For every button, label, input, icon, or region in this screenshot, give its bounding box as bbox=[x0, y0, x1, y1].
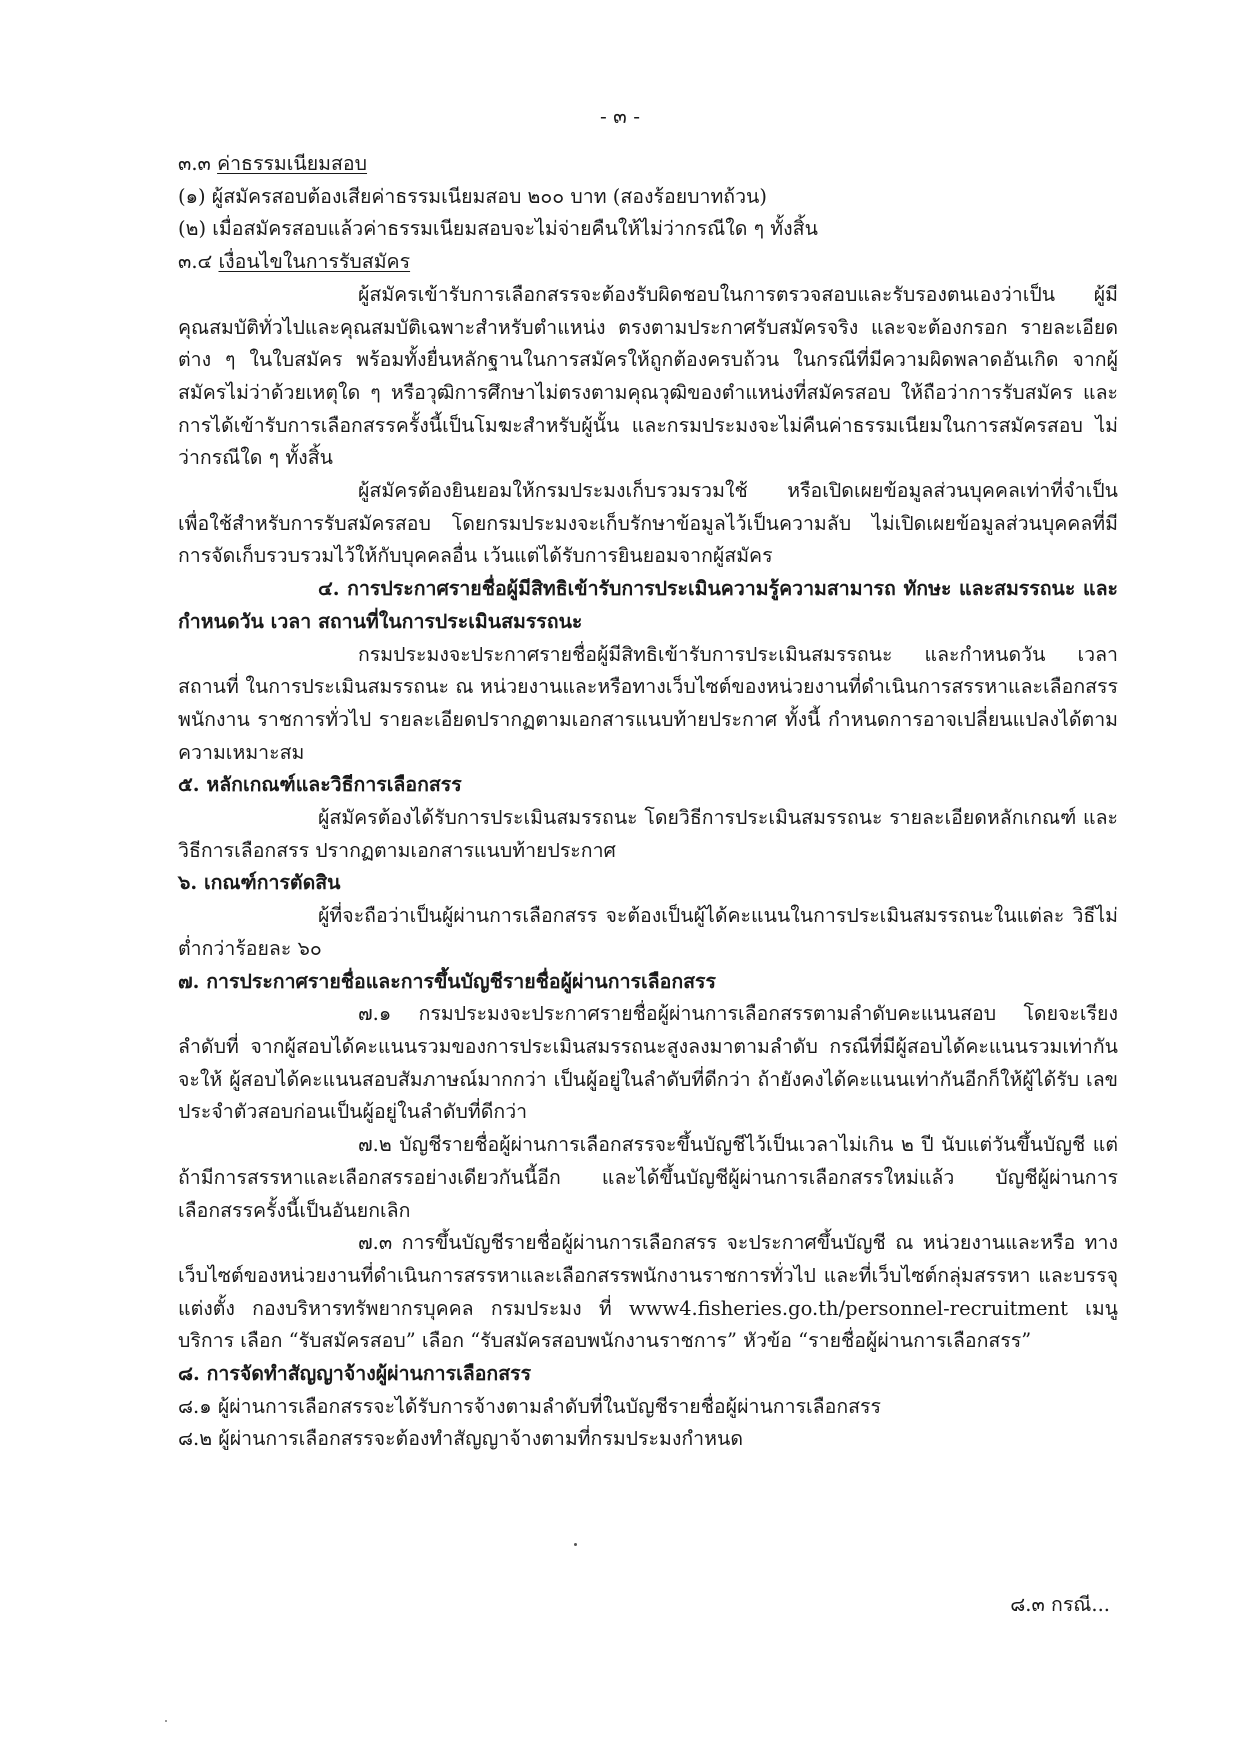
section-4-heading: ๔. การประกาศรายชื่อผู้มีสิทธิเข้ารับการประเมินความรู้ความสามารถ ทักษะ และสมรรถนะ และกำหนดวัน เวลา สถานที่ในการประเมินสมรรถนะ bbox=[178, 577, 1118, 633]
section-number: ๓.๓ bbox=[178, 152, 218, 175]
section-3-3-heading bbox=[178, 148, 1118, 181]
conditions-paragraph-1: ผู้สมัครเข้ารับการเลือกสรรจะต้องรับผิดชอบในการตรวจสอบและรับรองตนเองว่าเป็น ผู้มีคุณสมบัติทั่วไปและคุณสมบัติเฉพาะสำหรับตำแหน่ง ตรงตามประกาศรับสมัครจริง และจะต้องกรอก รายละเอียดต่าง ๆ ในใบสมัคร พร้อมทั้งยื่นหลักฐานในการสมัครให้ถูกต้องครบถ้วน ในกรณีที่มีความผิดพลาดอันเกิด จากผู้สมัครไม่ว่าด้วยเหตุใด ๆ หรือวุฒิการศึกษาไม่ตรงตามคุณวุฒิของตำแหน่งที่สมัครสอบ ให้ถือว่าการรับสมัคร และการได้เข้ารับการเลือกสรรครั้งนี้เป็นโมฆะสำหรับผู้นั้น และกรมประมงจะไม่คืนค่าธรรมเนียมในการสมัครสอบ ไม่ว่ากรณีใด ๆ ทั้งสิ้น bbox=[178, 282, 1118, 470]
section-7-1-paragraph: ๗.๑ กรมประมงจะประกาศรายชื่อผู้ผ่านการเลือกสรรตามลำดับคะแนนสอบ โดยจะเรียงลำดับที่ จากผู้สอบได้คะแนนรวมของการประเมินสมรรถนะสูงลงมาตามลำดับ กรณีที่มีผู้สอบได้คะแนนรวมเท่ากันจะให้ ผู้สอบได้คะแนนสอบสัมภาษณ์มากกว่า เป็นผู้อยู่ในลำดับที่ดีกว่า ถ้ายังคงได้คะแนนเท่ากันอีกก็ให้ผู้ได้รับ เลขประจำตัวสอบก่อนเป็นผู้อยู่ในลำดับที่ดีกว่า bbox=[178, 1002, 1118, 1124]
section-7-heading: ๗. การประกาศรายชื่อและการขึ้นบัญชีรายชื่อผู้ผ่านการเลือกสรร bbox=[178, 969, 716, 993]
continuation-marker: ๘.๓ กรณี... bbox=[1010, 1593, 1110, 1616]
scan-speck-corner bbox=[165, 1720, 167, 1722]
document-body bbox=[178, 148, 1118, 1456]
page-number: - ๓ - bbox=[600, 104, 640, 128]
section-8-heading: ๘. การจัดทำสัญญาจ้างผู้ผ่านการเลือกสรร bbox=[178, 1362, 532, 1386]
section-7-3-paragraph: ๗.๓ การขึ้นบัญชีรายชื่อผู้ผ่านการเลือกสรร จะประกาศขึ้นบัญชี ณ หน่วยงานและหรือ ทางเว็บไซต์ของหน่วยงานที่ดำเนินการสรรหาและเลือกสรรพนักงานราชการทั่วไป และที่เว็บไซต์กลุ่มสรรหา และบรรจุแต่งตั้ง กองบริหารทรัพยากรบุคคล กรมประมง ที่ www4.fisheries.go.th/personnel-recruitment เมนูบริการ เลือก “รับสมัครสอบ” เลือก “รับสมัครสอบพนักงานราชการ” หัวข้อ “รายชื่อผู้ผ่านการเลือกสรร” bbox=[178, 1231, 1118, 1353]
section-7-2-paragraph: ๗.๒ บัญชีรายชื่อผู้ผ่านการเลือกสรรจะขึ้นบัญชีไว้เป็นเวลาไม่เกิน ๒ ปี นับแต่วันขึ้นบัญชี แต่ถ้ามีการสรรหาและเลือกสรรอย่างเดียวกันนี้อีก และได้ขึ้นบัญชีผู้ผ่านการเลือกสรรใหม่แล้ว บัญชีผู้ผ่านการ เลือกสรรครั้งนี้เป็นอันยกเลิก bbox=[178, 1133, 1118, 1222]
section-6-heading: ๖. เกณฑ์การตัดสิน bbox=[178, 871, 341, 895]
section-6-paragraph: ผู้ที่จะถือว่าเป็นผู้ผ่านการเลือกสรร จะต้องเป็นผู้ได้คะแนนในการประเมินสมรรถนะในแต่ละ วิธีไม่ต่ำกว่าร้อยละ ๖๐ bbox=[178, 904, 1118, 960]
section-title: ค่าธรรมเนียมสอบ bbox=[217, 152, 368, 175]
section-5-heading: ๕. หลักเกณฑ์และวิธีการเลือกสรร bbox=[178, 773, 462, 797]
scan-speck bbox=[574, 1543, 577, 1546]
section-4-paragraph: กรมประมงจะประกาศรายชื่อผู้มีสิทธิเข้ารับการประเมินสมรรถนะ และกำหนดวัน เวลา สถานที่ ในการประเมินสมรรถนะ ณ หน่วยงานและหรือทางเว็บไซต์ของหน่วยงานที่ดำเนินการสรรหาและเลือกสรรพนักงาน ราชการทั่วไป รายละเอียดปรากฏตามเอกสารแนบท้ายประกาศ ทั้งนี้ กำหนดการอาจเปลี่ยนแปลงได้ตามความเหมาะสม bbox=[178, 642, 1118, 764]
section-8-1-item: ๘.๑ ผู้ผ่านการเลือกสรรจะได้รับการจ้างตามลำดับที่ในบัญชีรายชื่อผู้ผ่านการเลือกสรร bbox=[178, 1394, 881, 1418]
conditions-paragraph-2: ผู้สมัครต้องยินยอมให้กรมประมงเก็บรวมรวมใช้ หรือเปิดเผยข้อมูลส่วนบุคคลเท่าที่จำเป็น เพื่อใช้สำหรับการรับสมัครสอบ โดยกรมประมงจะเก็บรักษาข้อมูลไว้เป็นความลับ ไม่เปิดเผยข้อมูลส่วนบุคคลที่มี การจัดเก็บรวบรวมไว้ให้กับบุคคลอื่น เว้นแต่ได้รับการยินยอมจากผู้สมัคร bbox=[178, 479, 1118, 568]
section-3-4-heading bbox=[178, 246, 1118, 279]
section-8-2-item: ๘.๒ ผู้ผ่านการเลือกสรรจะต้องทำสัญญาจ้างตามที่กรมประมงกำหนด bbox=[178, 1427, 743, 1451]
section-title: เงื่อนไขในการรับสมัคร bbox=[218, 250, 411, 274]
section-5-paragraph: ผู้สมัครต้องได้รับการประเมินสมรรถนะ โดยวิธีการประเมินสมรรถนะ รายละเอียดหลักเกณฑ์ และวิธีการเลือกสรร ปรากฏตามเอกสารแนบท้ายประกาศ bbox=[178, 806, 1118, 862]
fee-item-1: (๑) ผู้สมัครสอบต้องเสียค่าธรรมเนียมสอบ ๒๐๐ บาท (สองร้อยบาทถ้วน) bbox=[178, 184, 767, 208]
fee-item-2: (๒) เมื่อสมัครสอบแล้วค่าธรรมเนียมสอบจะไม่จ่ายคืนให้ไม่ว่ากรณีใด ๆ ทั้งสิ้น bbox=[178, 217, 818, 241]
section-number: ๓.๔ bbox=[178, 250, 219, 274]
